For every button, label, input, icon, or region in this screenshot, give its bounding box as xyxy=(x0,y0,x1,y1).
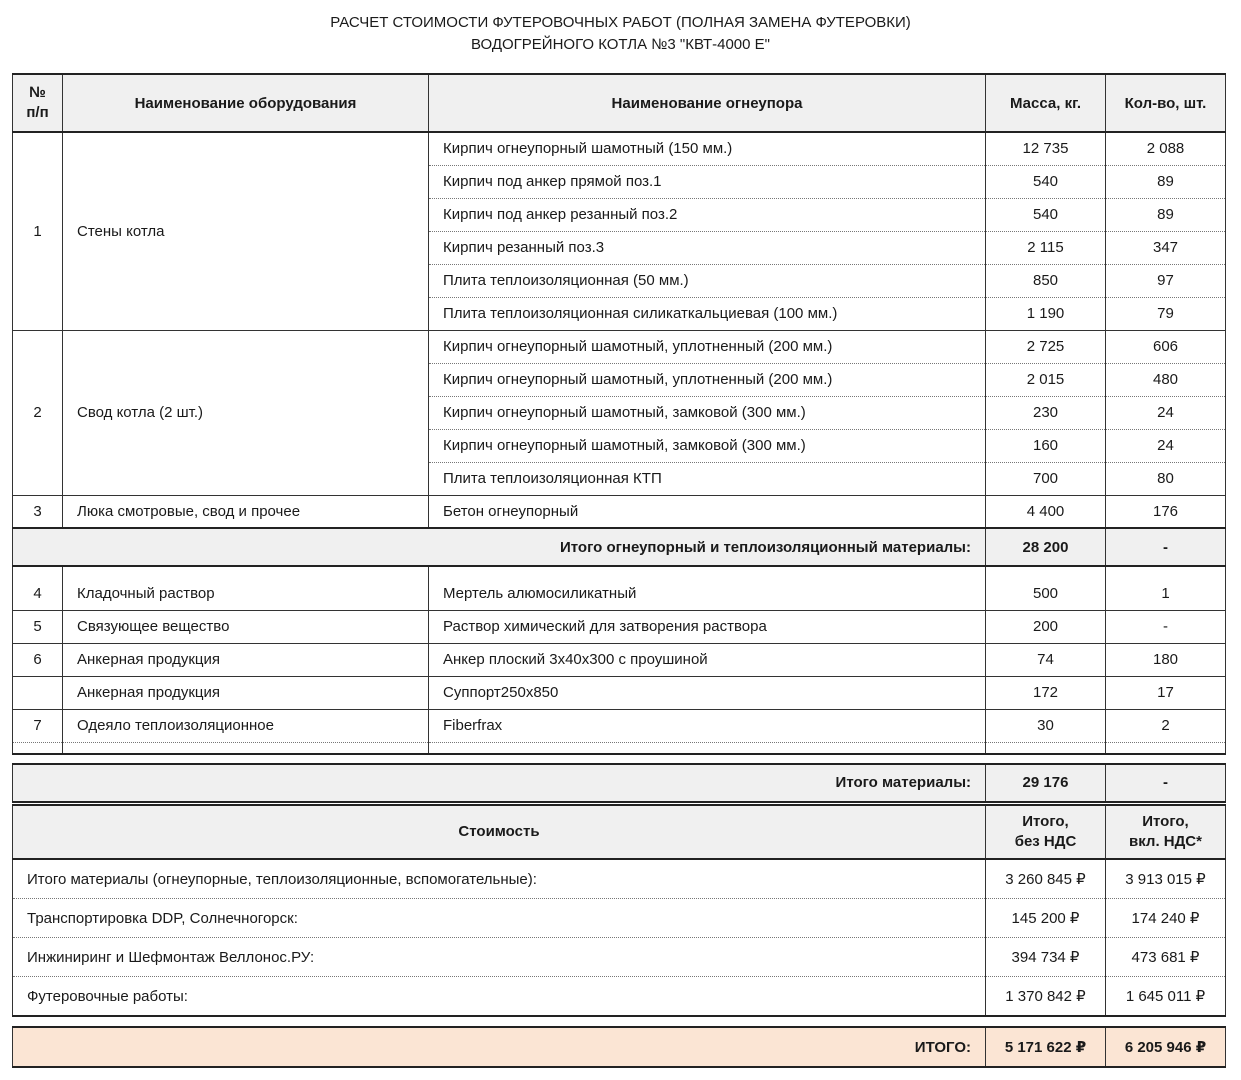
refractory-name: Анкер плоский 3х40х300 с проушиной xyxy=(429,643,986,676)
cost-row xyxy=(13,938,1226,977)
mass-value: 850 xyxy=(986,264,1106,297)
subtotal-qty: - xyxy=(1106,528,1226,566)
table-row xyxy=(13,330,1226,363)
qty-value: 17 xyxy=(1106,676,1226,709)
row-num: 4 xyxy=(13,577,63,610)
group-num: 2 xyxy=(13,330,63,495)
cost-table xyxy=(12,804,1225,1017)
refractory-name: Плита теплоизоляционная силикаткальциевая (100 мм.) xyxy=(429,297,986,330)
header-equipment: Наименование оборудования xyxy=(63,74,429,132)
table-row xyxy=(13,132,1226,165)
table-row xyxy=(13,495,1226,528)
cost-header-net xyxy=(986,805,1106,859)
cost-header-gross-line1: Итого, xyxy=(1142,813,1189,830)
qty-value: 2 088 xyxy=(1106,132,1226,165)
mass-value: 200 xyxy=(986,610,1106,643)
mass-value: 30 xyxy=(986,709,1106,742)
subtotal-label: Итого материалы: xyxy=(13,764,986,802)
spacer-row xyxy=(13,566,1226,577)
cost-header-net-line1: Итого, xyxy=(1022,813,1069,830)
refractory-name: Кирпич резанный поз.3 xyxy=(429,231,986,264)
row-num: 5 xyxy=(13,610,63,643)
refractory-name: Плита теплоизоляционная КТП xyxy=(429,462,986,495)
subtotal-mass: 29 176 xyxy=(986,764,1106,802)
refractory-name: Кирпич под анкер прямой поз.1 xyxy=(429,165,986,198)
cost-net: 3 260 845 ₽ xyxy=(986,859,1106,899)
cost-gross: 473 681 ₽ xyxy=(1106,938,1226,977)
subtotal-qty: - xyxy=(1106,764,1226,802)
row-equipment: Связующее вещество xyxy=(63,610,429,643)
group-num: 1 xyxy=(13,132,63,330)
mass-value: 540 xyxy=(986,165,1106,198)
row-equipment: Анкерная продукция xyxy=(63,643,429,676)
title-line-1: РАСЧЕТ СТОИМОСТИ ФУТЕРОВОЧНЫХ РАБОТ (ПОЛНАЯ ЗАМЕНА ФУТЕРОВКИ) xyxy=(330,14,911,31)
grand-total-net: 5 171 622 ₽ xyxy=(986,1027,1106,1067)
subtotal-refractory-row xyxy=(13,528,1226,566)
cost-header-gross xyxy=(1106,805,1226,859)
cost-header-label: Стоимость xyxy=(13,805,986,859)
grand-total-gross: 6 205 946 ₽ xyxy=(1106,1027,1226,1067)
refractory-name: Суппорт250х850 xyxy=(429,676,986,709)
refractory-name: Плита теплоизоляционная (50 мм.) xyxy=(429,264,986,297)
grand-total-row xyxy=(13,1027,1226,1067)
mass-value: 160 xyxy=(986,429,1106,462)
document-title xyxy=(0,12,1241,56)
subtotal-materials-row xyxy=(13,764,1226,802)
table-row xyxy=(13,577,1226,610)
row-equipment: Анкерная продукция xyxy=(63,676,429,709)
cost-row xyxy=(13,977,1226,1017)
refractory-name: Мертель алюмосиликатный xyxy=(429,577,986,610)
mass-value: 540 xyxy=(986,198,1106,231)
table-row xyxy=(13,676,1226,709)
cost-label: Футеровочные работы: xyxy=(13,977,986,1017)
subtotal-mass: 28 200 xyxy=(986,528,1106,566)
cost-header-row xyxy=(13,805,1226,859)
spacer-row xyxy=(13,754,1226,764)
table-row xyxy=(13,610,1226,643)
subtotal-label: Итого огнеупорный и теплоизоляционный материалы: xyxy=(13,528,986,566)
mass-value: 230 xyxy=(986,396,1106,429)
cost-row xyxy=(13,859,1226,899)
mass-value: 1 190 xyxy=(986,297,1106,330)
row-num xyxy=(13,676,63,709)
qty-value: 480 xyxy=(1106,363,1226,396)
qty-value: 89 xyxy=(1106,198,1226,231)
refractory-name: Раствор химический для затворения раствора xyxy=(429,610,986,643)
qty-value: 24 xyxy=(1106,396,1226,429)
row-num: 7 xyxy=(13,709,63,742)
mass-value: 2 115 xyxy=(986,231,1106,264)
mass-value: 2 015 xyxy=(986,363,1106,396)
qty-value: 97 xyxy=(1106,264,1226,297)
qty-value: 176 xyxy=(1106,495,1226,528)
qty-value: 180 xyxy=(1106,643,1226,676)
refractory-name: Бетон огнеупорный xyxy=(429,495,986,528)
cost-header-net-line2: без НДС xyxy=(1014,833,1077,850)
header-mass: Масса, кг. xyxy=(986,74,1106,132)
refractory-name: Fiberfrax xyxy=(429,709,986,742)
header-num: № п/п xyxy=(13,74,63,132)
header-qty: Кол-во, шт. xyxy=(1106,74,1226,132)
cost-gross: 3 913 015 ₽ xyxy=(1106,859,1226,899)
qty-value: 606 xyxy=(1106,330,1226,363)
group-num: 3 xyxy=(13,495,63,528)
cost-net: 145 200 ₽ xyxy=(986,899,1106,938)
mass-value: 2 725 xyxy=(986,330,1106,363)
mass-value: 700 xyxy=(986,462,1106,495)
cost-gross: 174 240 ₽ xyxy=(1106,899,1226,938)
cost-label: Инжиниринг и Шефмонтаж Веллонос.РУ: xyxy=(13,938,986,977)
cost-label: Итого материалы (огнеупорные, теплоизоляционные, вспомогательные): xyxy=(13,859,986,899)
row-equipment: Кладочный раствор xyxy=(63,577,429,610)
refractory-name: Кирпич огнеупорный шамотный, замковой (300 мм.) xyxy=(429,396,986,429)
title-line-2: ВОДОГРЕЙНОГО КОТЛА №3 "КВТ-4000 Е" xyxy=(471,36,770,53)
spacer-row xyxy=(13,742,1226,754)
table-row xyxy=(13,709,1226,742)
cost-header-gross-line2: вкл. НДС* xyxy=(1129,833,1202,850)
qty-value: 1 xyxy=(1106,577,1226,610)
refractory-name: Кирпич огнеупорный шамотный, замковой (300 мм.) xyxy=(429,429,986,462)
refractory-name: Кирпич огнеупорный шамотный (150 мм.) xyxy=(429,132,986,165)
refractory-name: Кирпич огнеупорный шамотный, уплотненный (200 мм.) xyxy=(429,363,986,396)
qty-value: 347 xyxy=(1106,231,1226,264)
cost-label: Транспортировка DDP, Солнечногорск: xyxy=(13,899,986,938)
grand-total-table xyxy=(12,1026,1225,1068)
group-equipment: Свод котла (2 шт.) xyxy=(63,330,429,495)
materials-header-row xyxy=(13,74,1226,132)
table-row xyxy=(13,643,1226,676)
materials-table xyxy=(12,73,1225,803)
mass-value: 500 xyxy=(986,577,1106,610)
grand-total-label: ИТОГО: xyxy=(13,1027,986,1067)
refractory-name: Кирпич огнеупорный шамотный, уплотненный (200 мм.) xyxy=(429,330,986,363)
cost-net: 394 734 ₽ xyxy=(986,938,1106,977)
cost-row xyxy=(13,899,1226,938)
header-refractory: Наименование огнеупора xyxy=(429,74,986,132)
cost-gross: 1 645 011 ₽ xyxy=(1106,977,1226,1017)
qty-value: 80 xyxy=(1106,462,1226,495)
qty-value: - xyxy=(1106,610,1226,643)
cost-net: 1 370 842 ₽ xyxy=(986,977,1106,1017)
mass-value: 4 400 xyxy=(986,495,1106,528)
group-equipment: Люка смотровые, свод и прочее xyxy=(63,495,429,528)
qty-value: 24 xyxy=(1106,429,1226,462)
qty-value: 79 xyxy=(1106,297,1226,330)
qty-value: 89 xyxy=(1106,165,1226,198)
group-equipment: Стены котла xyxy=(63,132,429,330)
mass-value: 12 735 xyxy=(986,132,1106,165)
mass-value: 172 xyxy=(986,676,1106,709)
qty-value: 2 xyxy=(1106,709,1226,742)
refractory-name: Кирпич под анкер резанный поз.2 xyxy=(429,198,986,231)
mass-value: 74 xyxy=(986,643,1106,676)
row-num: 6 xyxy=(13,643,63,676)
row-equipment: Одеяло теплоизоляционное xyxy=(63,709,429,742)
